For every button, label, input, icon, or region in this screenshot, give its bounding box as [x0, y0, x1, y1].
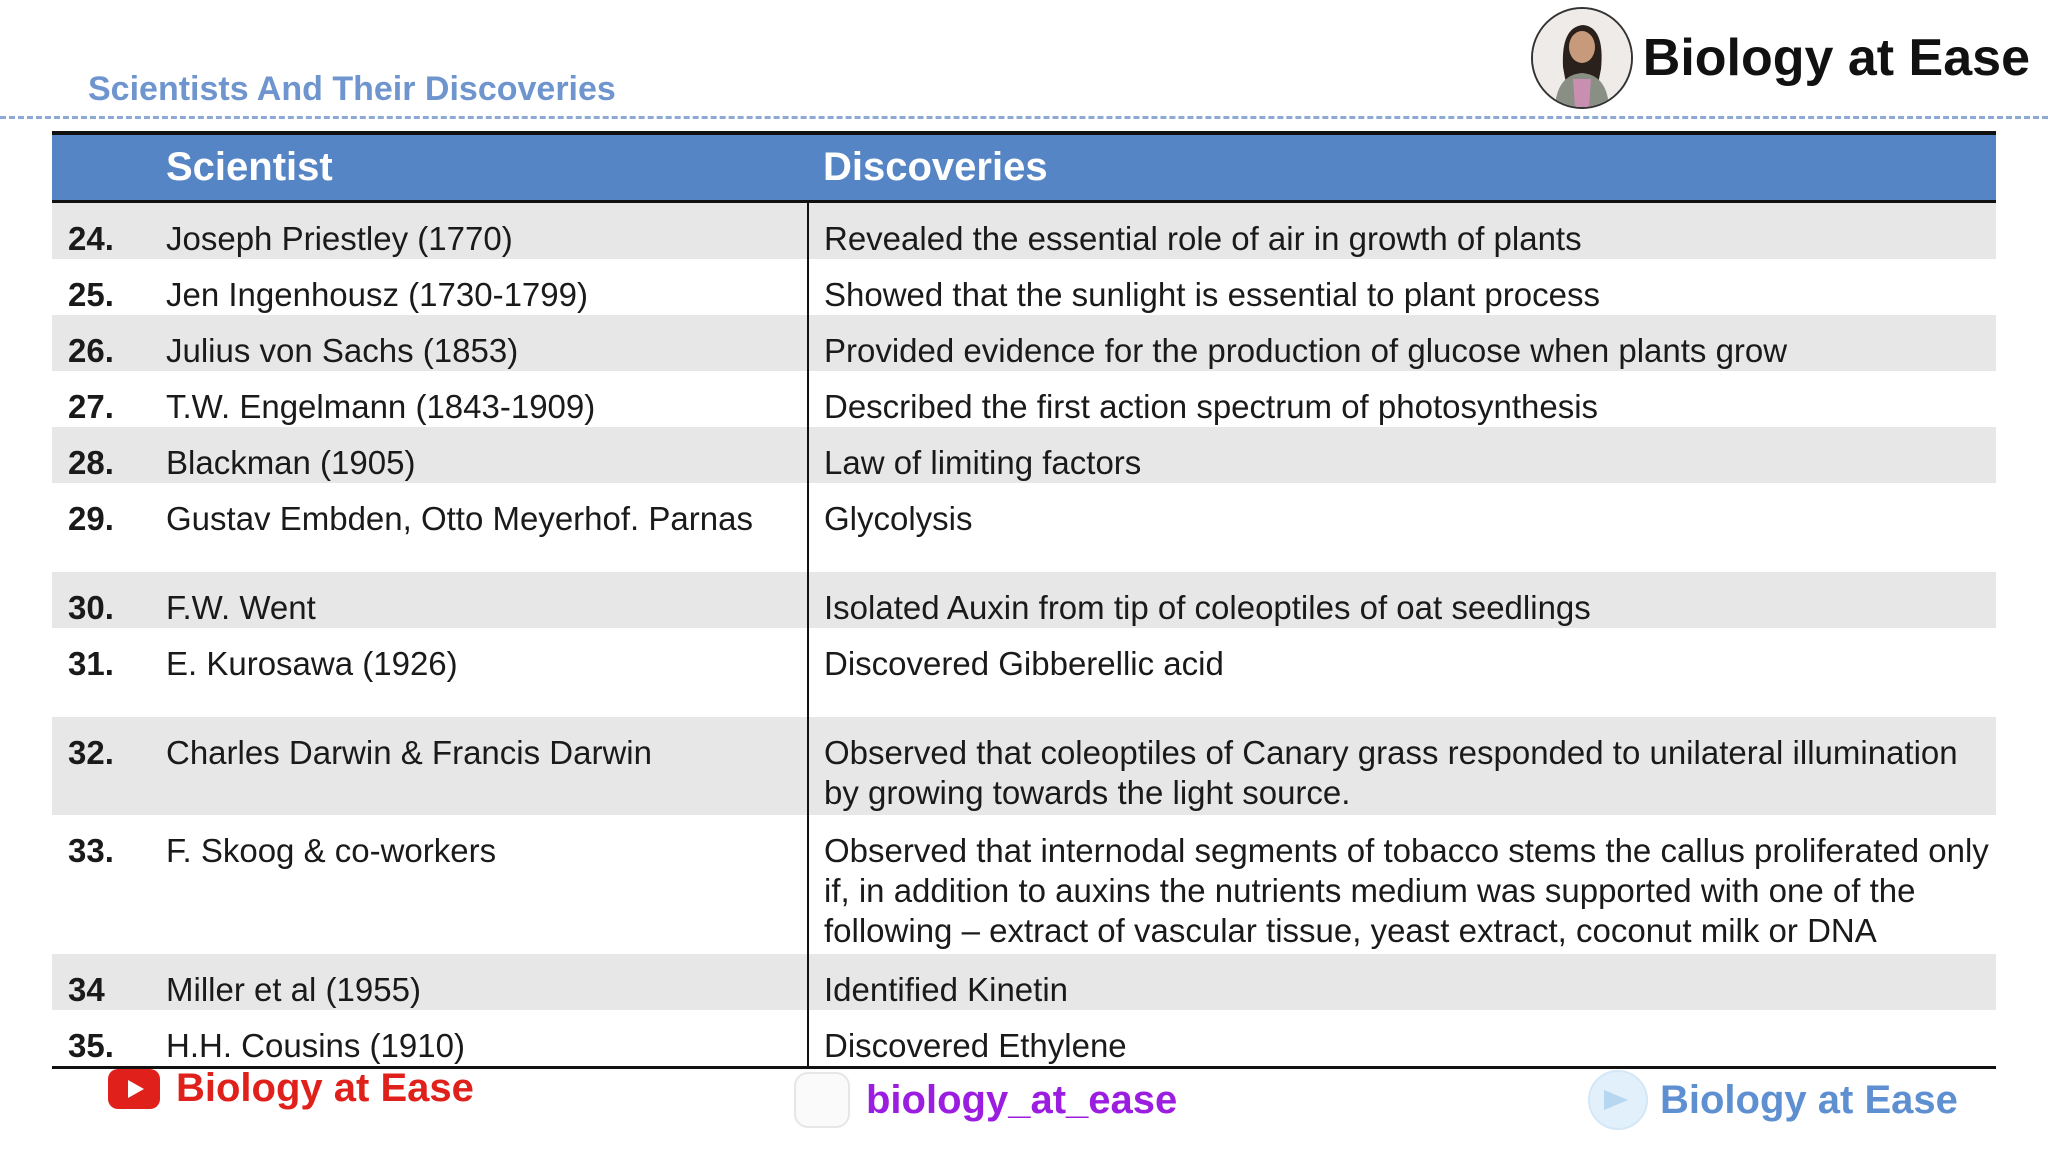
table-row [52, 954, 1996, 1010]
column-header-discoveries: Discoveries [808, 133, 1996, 202]
scientist-cell: Miller et al (1955) [158, 954, 808, 1010]
row-number: 24. [68, 220, 114, 257]
telegram-link[interactable] [1588, 1070, 1958, 1130]
scientist-cell: H.H. Cousins (1910) [158, 1010, 808, 1068]
discovery-cell: Revealed the essential role of air in growth of plants [824, 220, 1582, 257]
table-row [52, 483, 1996, 572]
row-number: 29. [68, 500, 114, 537]
discovery-cell: Glycolysis [824, 500, 973, 537]
table-row [52, 259, 1996, 315]
discovery-cell: Observed that coleoptiles of Canary grass responded to unilateral illumination by growing towards the light source. [824, 734, 1958, 811]
telegram-label: Biology at Ease [1660, 1077, 1958, 1122]
instagram-icon [794, 1072, 850, 1128]
table-body [52, 202, 1996, 1068]
dashed-divider [0, 116, 2048, 119]
row-number: 35. [52, 1010, 158, 1068]
column-header-number [52, 133, 158, 202]
row-number: 27. [68, 388, 114, 425]
scientist-cell: E. Kurosawa (1926) [158, 628, 808, 717]
discovery-cell: Identified Kinetin [824, 971, 1069, 1008]
scientist-cell: Gustav Embden, Otto Meyerhof. Parnas [158, 483, 808, 572]
table-row [52, 572, 1996, 628]
row-number: 25. [68, 276, 114, 313]
instagram-label: biology_at_ease [866, 1077, 1178, 1122]
row-number: 34 [68, 971, 105, 1008]
scientist-cell: Jen Ingenhousz (1730-1799) [158, 259, 808, 315]
discovery-cell: Showed that the sunlight is essential to plant process [824, 276, 1600, 313]
telegram-icon [1588, 1070, 1648, 1130]
instagram-link[interactable] [794, 1072, 1177, 1128]
discovery-cell: Provided evidence for the production of glucose when plants grow [824, 332, 1788, 369]
discovery-cell: Law of limiting factors [824, 444, 1142, 481]
scientists-table-container [52, 131, 1996, 1069]
discovery-cell: Isolated Auxin from tip of coleoptiles of oat seedlings [824, 589, 1591, 626]
scientist-cell: Julius von Sachs (1853) [158, 315, 808, 371]
table-row [52, 717, 1996, 815]
discovery-cell: Observed that internodal segments of tobacco stems the callus proliferated only if, in addition to auxins the nutrients medium was supported with one of the following – extract of vascular tissue, yeast extract, coconut milk or DNA [824, 832, 1989, 949]
table-header-row [52, 133, 1996, 202]
row-number: 26. [68, 332, 114, 369]
scientist-cell: F.W. Went [158, 572, 808, 628]
column-header-scientist: Scientist [158, 133, 808, 202]
scientists-table [52, 131, 1996, 1069]
discovery-cell: Described the first action spectrum of photosynthesis [824, 388, 1599, 425]
scientist-cell: Blackman (1905) [158, 427, 808, 483]
scientist-cell: Charles Darwin & Francis Darwin [158, 717, 808, 815]
youtube-channel-link[interactable] [108, 1066, 474, 1111]
youtube-icon [108, 1069, 160, 1109]
scientist-cell: T.W. Engelmann (1843-1909) [158, 371, 808, 427]
presenter-avatar [1531, 7, 1633, 109]
scientist-cell: F. Skoog & co-workers [158, 815, 808, 954]
table-row [52, 371, 1996, 427]
brand-badge [1531, 6, 2030, 110]
row-number: 33. [68, 832, 114, 869]
discovery-cell: Discovered Gibberellic acid [824, 645, 1224, 682]
table-row [52, 815, 1996, 954]
scientist-cell: Joseph Priestley (1770) [158, 202, 808, 260]
row-number: 30. [68, 589, 114, 626]
row-number: 32. [68, 734, 114, 771]
row-number: 31. [68, 645, 114, 682]
table-row [52, 628, 1996, 717]
table-row [52, 427, 1996, 483]
table-row [52, 315, 1996, 371]
slide-subtitle: Scientists And Their Discoveries [88, 70, 616, 108]
table-row [52, 1010, 1996, 1068]
discovery-cell: Discovered Ethylene [808, 1010, 1996, 1068]
row-number: 28. [68, 444, 114, 481]
youtube-label: Biology at Ease [176, 1066, 474, 1110]
brand-title: Biology at Ease [1642, 29, 2030, 87]
table-row [52, 202, 1996, 260]
